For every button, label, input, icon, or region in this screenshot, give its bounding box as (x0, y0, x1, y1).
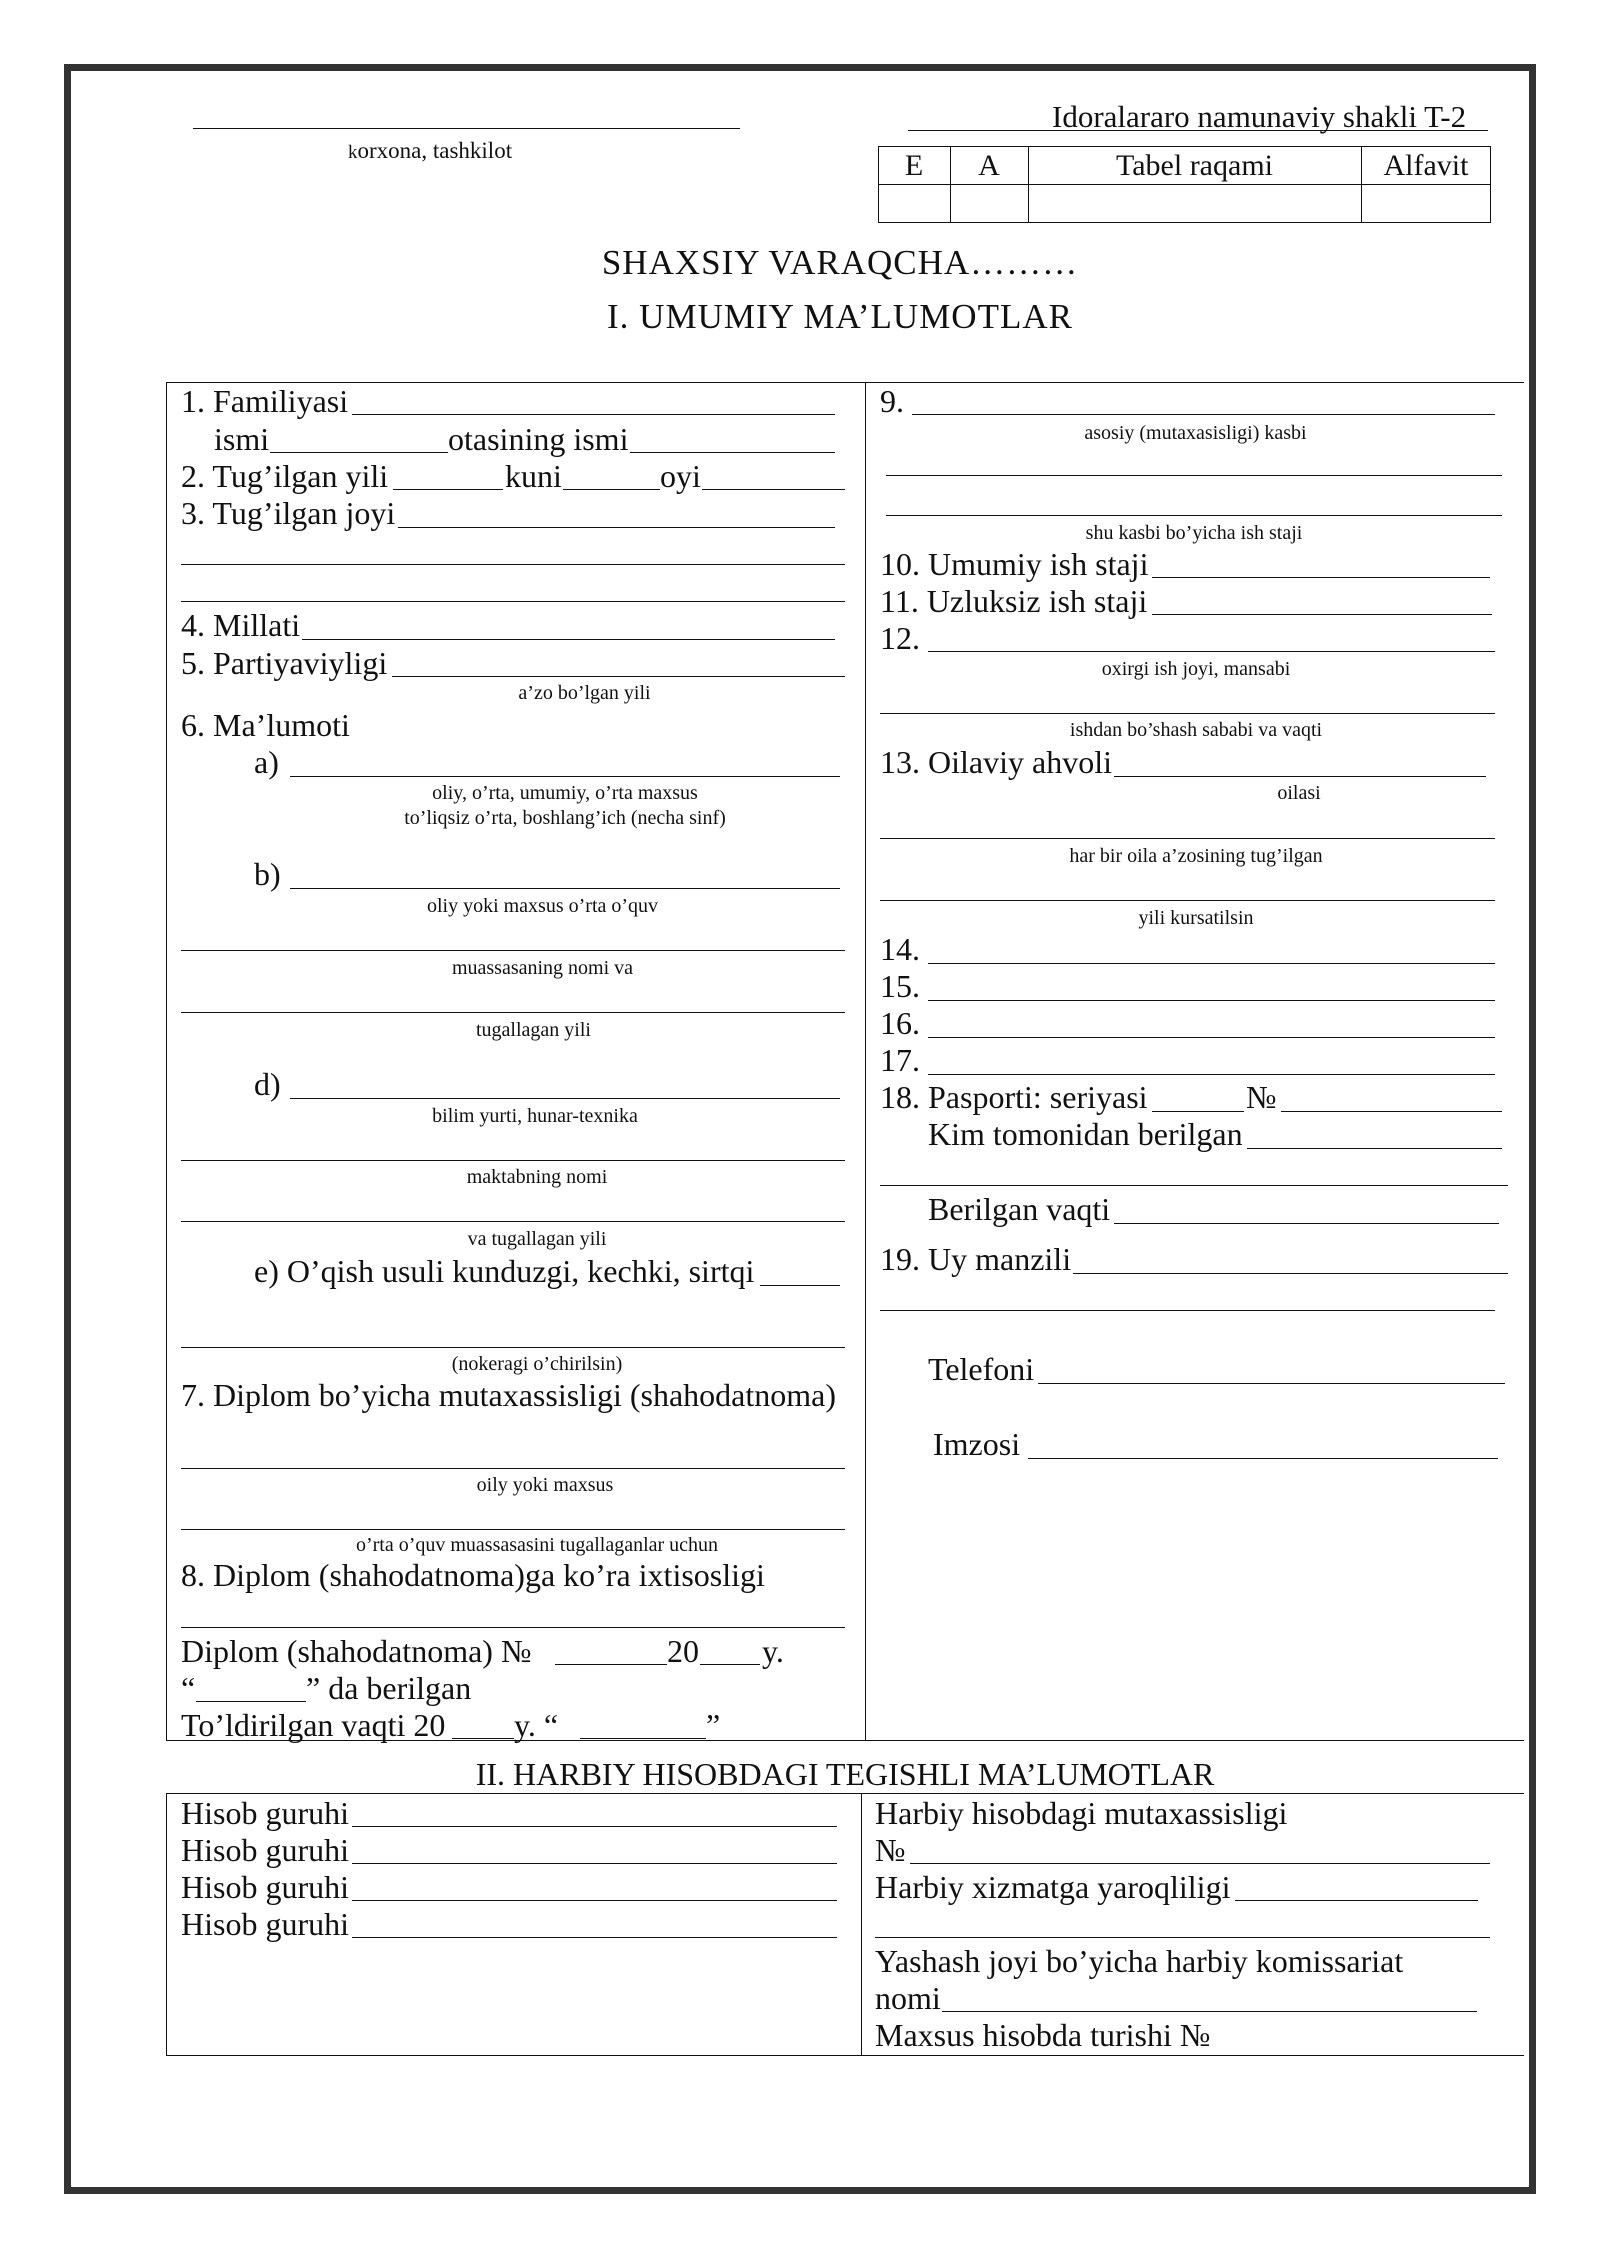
hisob-guruhi-label: Hisob guruhi (181, 1906, 349, 1942)
field-15-input[interactable] (928, 1000, 1495, 1001)
section-1-left-border (166, 382, 167, 1740)
diplom-no-input[interactable] (555, 1664, 667, 1665)
oqish-usuli-input-2[interactable] (181, 1347, 845, 1348)
oqish-usuli-input[interactable] (760, 1285, 840, 1286)
field-toldirilgan: To’ldirilgan vaqti 20 (181, 1707, 446, 1743)
field-berilgan-vaqti: Berilgan vaqti (928, 1191, 1111, 1227)
field-imzosi: Imzosi (933, 1426, 1021, 1462)
d-caption-2: maktabning nomi (466, 1166, 608, 1188)
field-12: 12. (880, 620, 920, 656)
diplom-date-open-quote: “ (181, 1670, 196, 1706)
diplom-mutaxassisligi-input-2[interactable] (181, 1529, 845, 1530)
harbiy-no-sign: № (875, 1832, 906, 1868)
field-millati: 4. Millati (181, 607, 301, 643)
kasbi-input[interactable] (912, 414, 1495, 415)
manzil-input[interactable] (1073, 1273, 1508, 1274)
field-komissariat: Yashash joyi bo’yicha harbiy komissariat (875, 1943, 1404, 1979)
code-table-divider (878, 184, 1491, 185)
azo-caption: a’zo bo’lgan yili (518, 682, 651, 704)
d-caption-3: va tugallagan yili (467, 1228, 607, 1250)
uzluksiz-staj-input[interactable] (1152, 614, 1492, 615)
b-caption-2: muassasaning nomi va (451, 957, 634, 979)
field-manzil: 19. Uy manzili (880, 1241, 1072, 1277)
ixtisosligi-input[interactable] (181, 1627, 845, 1628)
field-pasport: 18. Pasporti: seriyasi (880, 1079, 1148, 1115)
pasport-no-input[interactable] (1281, 1111, 1502, 1112)
diplom-date-input[interactable] (196, 1701, 306, 1702)
section-2-left-border (166, 1793, 167, 2055)
field-komissariat-nomi: nomi (875, 1980, 941, 2016)
field-oyi: oyi (660, 458, 701, 494)
malumoti-b-input-2[interactable] (181, 950, 845, 951)
hisob-guruhi-label: Hisob guruhi (181, 1869, 349, 1905)
familiyasi-input[interactable] (352, 414, 835, 415)
kasbi-caption: asosiy (mutaxasisligi) kasbi (1084, 422, 1307, 444)
section-1-title: I. UMUMIY MA’LUMOTLAR (607, 297, 1073, 336)
section-2-divider (861, 1793, 862, 2055)
section-2-bottom-border (166, 2055, 1524, 2056)
kim-input[interactable] (1247, 1148, 1502, 1149)
diplom-date-suffix: ” da berilgan (306, 1670, 472, 1706)
pasport-seriya-input[interactable] (1152, 1111, 1244, 1112)
field-otasining-ismi: otasining ismi (448, 421, 629, 457)
field-16-input[interactable] (928, 1037, 1495, 1038)
section-2-top-border (166, 1793, 1524, 1794)
field-tugilgan-yili: 2. Tug’ilgan yili (181, 458, 389, 494)
yili-caption: yili kursatilsin (1138, 907, 1254, 929)
caption-7a: oily yoki maxsus (476, 1474, 614, 1496)
tugilgan-joyi-input-3[interactable] (181, 601, 845, 602)
malumoti-b-input[interactable] (290, 888, 840, 889)
toldirilgan-year-input[interactable] (452, 1738, 514, 1739)
malumoti-d-input-3[interactable] (181, 1221, 845, 1222)
hisob-guruhi-input[interactable] (352, 1937, 837, 1938)
ishdan-input[interactable] (880, 713, 1495, 714)
kasbi-input-3[interactable] (886, 515, 1502, 516)
partiyaviyligi-input[interactable] (392, 676, 845, 677)
field-uzluksiz-staj: 11. Uzluksiz ish staji (880, 583, 1148, 619)
harbiy-mutaxassisligi-input[interactable] (910, 1863, 1490, 1864)
kasbi-input-2[interactable] (886, 475, 1502, 476)
e-caption: (nokeragi o’chirilsin) (451, 1353, 623, 1375)
komissariat-input[interactable] (942, 2011, 1477, 2012)
kuni-input[interactable] (563, 489, 660, 490)
malumoti-d-input[interactable] (290, 1098, 840, 1099)
field-telefoni: Telefoni (928, 1351, 1035, 1387)
toldirilgan-suffix: y. “ (514, 1707, 559, 1743)
umumiy-staj-input[interactable] (1152, 577, 1490, 578)
oila-input-2[interactable] (880, 900, 1495, 901)
field-maxsus-hisob: Maxsus hisobda turishi № (875, 2017, 1211, 2053)
field-17-input[interactable] (928, 1074, 1495, 1075)
field-e: e) O’qish usuli kunduzgi, kechki, sirtqi (254, 1253, 755, 1289)
ishdan-caption: ishdan bo’shash sababi va vaqti (1069, 719, 1323, 741)
field-17: 17. (880, 1042, 920, 1078)
otasining-ismi-input[interactable] (630, 452, 835, 453)
a-caption-1: oliy, o’rta, umumiy, o’rta maxsus (432, 782, 698, 804)
code-alfavit: Alfavit (1383, 149, 1469, 182)
manzil-input-2[interactable] (880, 1310, 1495, 1311)
organization-line (193, 128, 740, 129)
field-16: 16. (880, 1005, 920, 1041)
ismi-input[interactable] (270, 452, 448, 453)
field-14: 14. (880, 931, 920, 967)
tugilgan-joyi-input[interactable] (398, 527, 835, 528)
berilgan-vaqti-input[interactable] (1114, 1223, 1499, 1224)
field-d: d) (254, 1066, 281, 1102)
hisob-guruhi-input[interactable] (352, 1900, 837, 1901)
pasport-no-sign: № (1246, 1079, 1277, 1115)
imzosi-input[interactable] (1028, 1458, 1498, 1459)
oilaviy-input[interactable] (1114, 776, 1486, 777)
field-umumiy-staj: 10. Umumiy ish staji (880, 546, 1149, 582)
hisob-guruhi-input[interactable] (352, 1863, 837, 1864)
oxirgi-ish-input[interactable] (928, 651, 1495, 652)
page-title: SHAXSIY VARAQCHA……… (601, 243, 1079, 282)
diplom-mutaxassisligi-input[interactable] (181, 1468, 845, 1469)
oilasi-caption: oilasi (1277, 782, 1321, 804)
hisob-guruhi-label: Hisob guruhi (181, 1832, 349, 1868)
section-2-title: II. HARBIY HISOBDAGI TEGISHLI MA’LUMOTLAR (475, 1756, 1215, 1792)
malumoti-d-input-2[interactable] (181, 1160, 845, 1161)
staji-caption: shu kasbi bo’yicha ish staji (1085, 522, 1303, 544)
yaroqliligi-input[interactable] (1235, 1900, 1478, 1901)
toldirilgan-date-input[interactable] (580, 1738, 706, 1739)
field-a: a) (254, 744, 279, 780)
kim-input-2[interactable] (880, 1185, 1508, 1186)
millati-input[interactable] (302, 639, 835, 640)
tugilgan-joyi-input-2[interactable] (181, 564, 845, 565)
oxirgi-caption: oxirgi ish joyi, mansabi (1101, 658, 1291, 680)
yaroqliligi-input-2[interactable] (875, 1937, 1490, 1938)
field-familiyasi: 1. Familiyasi (181, 383, 349, 419)
field-15: 15. (880, 968, 920, 1004)
organization-caption: korxona, tashkilot (348, 138, 513, 163)
field-14-input[interactable] (928, 963, 1495, 964)
caption-7b: o’rta o’quv muassasasini tugallaganlar uchun (355, 1534, 719, 1556)
hisob-guruhi-input[interactable] (352, 1826, 837, 1827)
field-harbiy-mutaxassisligi: Harbiy hisobdagi mutaxassisligi (875, 1795, 1288, 1831)
toldirilgan-close-quote: ” (706, 1707, 721, 1743)
diplom-year-suffix: y. (762, 1633, 784, 1669)
hisob-guruhi-label: Hisob guruhi (181, 1795, 349, 1831)
oila-input[interactable] (880, 838, 1495, 839)
field-9: 9. (880, 383, 904, 419)
malumoti-b-input-3[interactable] (181, 1012, 845, 1013)
diplom-year-prefix: 20 (667, 1633, 699, 1669)
d-caption-1: bilim yurti, hunar-texnika (432, 1105, 638, 1127)
b-caption-1: oliy yoki maxsus o’rta o’quv (426, 895, 659, 917)
field-kim: Kim tomonidan berilgan (928, 1116, 1243, 1152)
field-malumoti: 6. Ma’lumoti (181, 707, 350, 743)
field-b: b) (254, 856, 281, 892)
tugilgan-yili-input[interactable] (393, 489, 503, 490)
code-a: A (978, 149, 1000, 182)
code-tabel: Tabel raqami (1116, 149, 1273, 182)
section-1-top-border (166, 382, 1524, 383)
field-tugilgan-joyi: 3. Tug’ilgan joyi (181, 495, 396, 531)
malumoti-a-input[interactable] (290, 776, 840, 777)
form-name: Idoralararo namunaviy shakli T-2 (1052, 99, 1467, 134)
field-ismi: ismi (214, 421, 270, 457)
oyi-input[interactable] (702, 489, 845, 490)
field-diplom-no: Diplom (shahodatnoma) № (181, 1633, 532, 1669)
field-yaroqliligi: Harbiy xizmatga yaroqliligi (875, 1869, 1231, 1905)
field-kuni: kuni (505, 458, 562, 494)
diplom-year-input[interactable] (700, 1664, 760, 1665)
a-caption-2: to’liqsiz o’rta, boshlang’ich (necha sinf) (404, 807, 726, 829)
b-caption-3: tugallagan yili (476, 1019, 591, 1041)
code-e: E (904, 149, 924, 182)
field-partiyaviyligi: 5. Partiyaviyligi (181, 645, 388, 681)
oila-caption: har bir oila a’zosining tug’ilgan (1069, 845, 1323, 867)
field-oilaviy: 13. Oilaviy ahvoli (880, 744, 1112, 780)
field-ixtisosligi: 8. Diplom (shahodatnoma)ga ko’ra ixtisosligi (181, 1557, 765, 1593)
field-diplom-mutaxassisligi: 7. Diplom bo’yicha mutaxassisligi (shahodatnoma) (181, 1377, 836, 1413)
telefoni-input[interactable] (1038, 1383, 1505, 1384)
